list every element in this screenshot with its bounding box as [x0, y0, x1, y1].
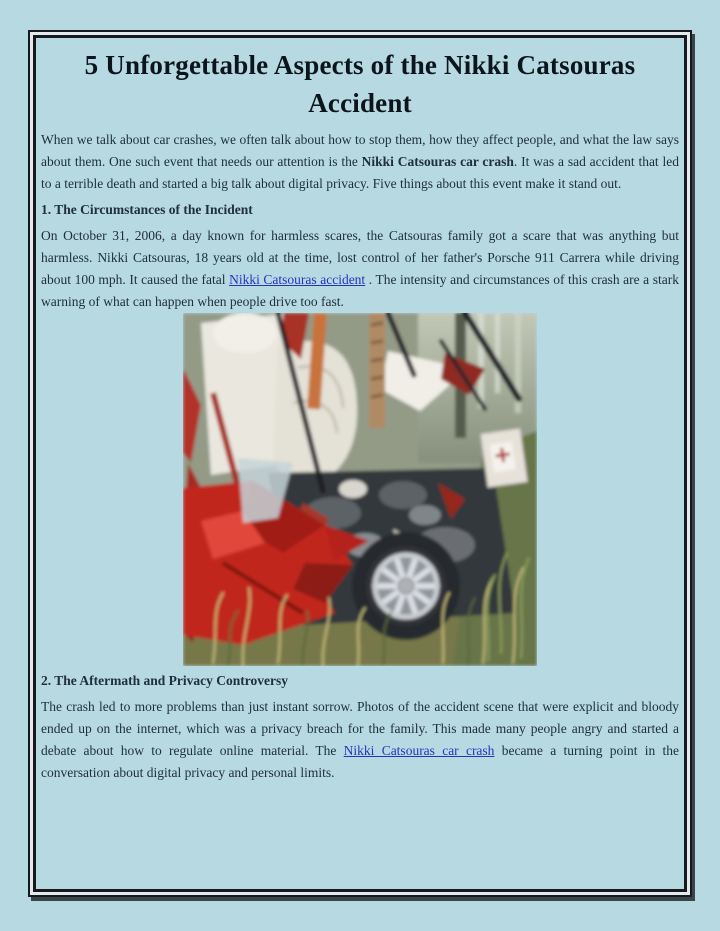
- text-segment: . It was a sad accident that led to a terrible death and started a big talk about digital privacy. Five things about this event make it stand out.: [41, 154, 680, 191]
- section-2-heading: 2. The Aftermath and Privacy Controversy: [41, 673, 288, 688]
- nikki-catsouras-accident-link[interactable]: Nikki Catsouras accident: [229, 272, 366, 287]
- crash-photo: [183, 313, 537, 666]
- text-segment: . The intensity and circumstances of this crash are a stark warning of what can happen when people drive too fast.: [41, 272, 679, 309]
- text-segment: became a turning point in the conversation about digital privacy and personal limits.: [41, 743, 679, 780]
- document-frame-inner: [33, 35, 687, 892]
- page-title-line-1: 5 Unforgettable Aspects of the Nikki Catsouras: [84, 50, 636, 80]
- page-title-line-2: Accident: [308, 88, 412, 118]
- nikki-catsouras-car-crash-link[interactable]: Nikki Catsouras car crash: [343, 743, 495, 758]
- text-segment: On October 31, 2006, a day known for harmless scares, the Catsouras family got a scare that was anything but harmless. Nikki Catsouras, 18 years old at the time, lost control of her father's Porsche 911 Carrera while driving about 100 mph. It caused the fatal: [41, 228, 679, 287]
- page-title: [55, 46, 665, 122]
- intro-paragraph: [41, 129, 679, 195]
- section-1-paragraph: [41, 225, 679, 313]
- section-2-paragraph: [41, 696, 679, 784]
- text-segment: Nikki Catsouras car crash: [361, 154, 514, 169]
- document-frame: [28, 30, 692, 897]
- text-segment: The crash led to more problems than just instant sorrow. Photos of the accident scene that were explicit and bloody ended up on the internet, which was a privacy breach for the family. This made many people angry and started a debate about how to regulate online material. The: [41, 699, 679, 758]
- crash-photo-figure: [183, 313, 537, 666]
- section-1-heading: 1. The Circumstances of the Incident: [41, 202, 253, 217]
- text-segment: When we talk about car crashes, we often talk about how to stop them, how they affect people, and what the law says about them. One such event that needs our attention is the: [41, 132, 679, 169]
